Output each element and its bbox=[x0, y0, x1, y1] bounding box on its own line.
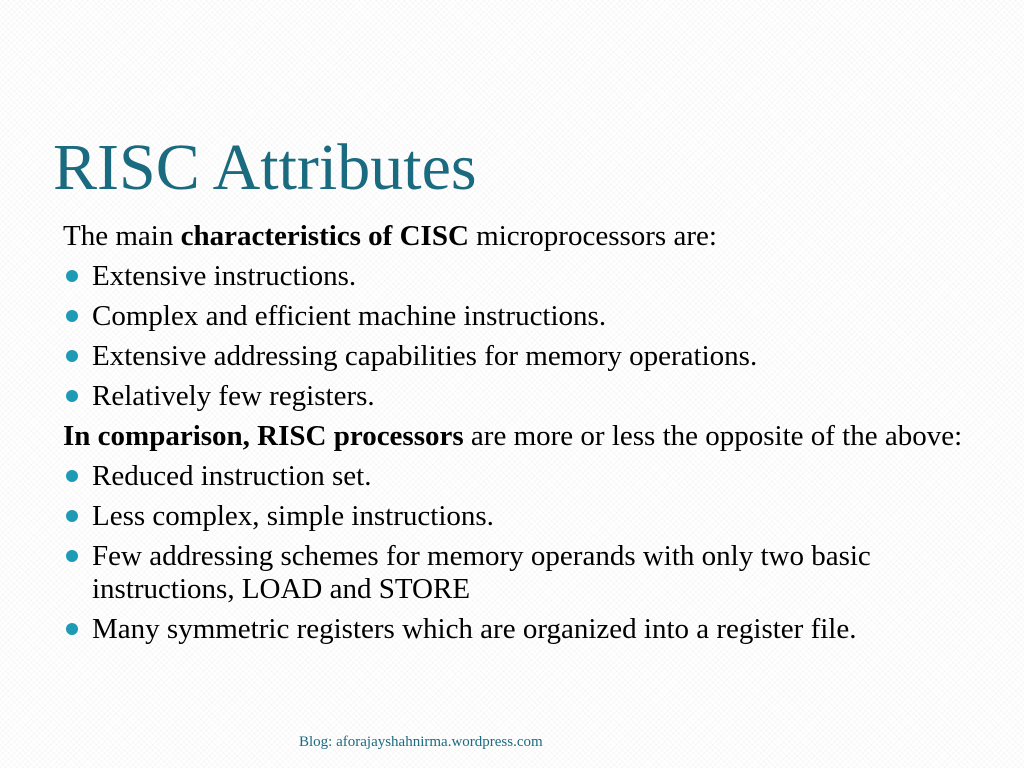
bullet-icon bbox=[66, 623, 78, 635]
list-item bbox=[63, 380, 963, 413]
list-item-text: Few addressing schemes for memory operands with only two basic instructions, LOAD and STORE bbox=[92, 540, 871, 605]
bullet-icon bbox=[66, 510, 78, 522]
list-item-text: Less complex, simple instructions. bbox=[92, 500, 494, 532]
cisc-characteristics-list bbox=[63, 260, 963, 413]
risc-comparison-bold: In comparison, RISC processors bbox=[63, 420, 464, 452]
list-item-text: Reduced instruction set. bbox=[92, 460, 372, 492]
list-item-text: Complex and efficient machine instructions. bbox=[92, 300, 607, 332]
list-item bbox=[63, 613, 963, 646]
bullet-icon bbox=[66, 270, 78, 282]
cisc-intro-paragraph bbox=[63, 220, 963, 253]
risc-characteristics-list bbox=[63, 460, 963, 646]
list-item bbox=[63, 540, 963, 606]
list-item-text: Extensive addressing capabilities for memory operations. bbox=[92, 340, 758, 372]
list-item-text: Many symmetric registers which are organized into a register file. bbox=[92, 613, 857, 645]
list-item bbox=[63, 500, 963, 533]
slide-content bbox=[63, 220, 963, 653]
cisc-intro-prefix: The main bbox=[63, 220, 181, 252]
list-item bbox=[63, 340, 963, 373]
list-item bbox=[63, 460, 963, 493]
bullet-icon bbox=[66, 390, 78, 402]
risc-comparison-paragraph bbox=[63, 420, 963, 453]
footer-blog-credit: Blog: aforajayshahnirma.wordpress.com bbox=[299, 734, 543, 750]
list-item bbox=[63, 260, 963, 293]
bullet-icon bbox=[66, 550, 78, 562]
list-item-text: Extensive instructions. bbox=[92, 260, 357, 292]
bullet-icon bbox=[66, 350, 78, 362]
list-item-text: Relatively few registers. bbox=[92, 380, 375, 412]
list-item bbox=[63, 300, 963, 333]
cisc-intro-suffix: microprocessors are: bbox=[468, 220, 717, 252]
slide-title: RISC Attributes bbox=[53, 131, 477, 204]
bullet-icon bbox=[66, 310, 78, 322]
bullet-icon bbox=[66, 470, 78, 482]
cisc-intro-bold: characteristics of CISC bbox=[180, 220, 469, 252]
risc-comparison-suffix: are more or less the opposite of the above: bbox=[463, 420, 963, 452]
